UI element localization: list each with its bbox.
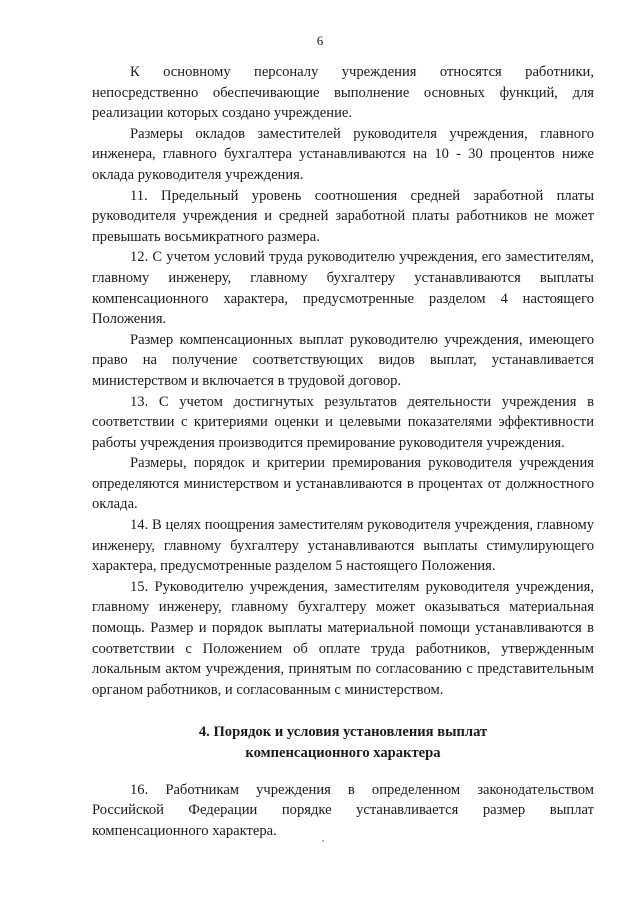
section-title-line: компенсационного характера bbox=[245, 745, 441, 761]
document-body bbox=[92, 62, 594, 841]
paragraph: К основному персоналу учреждения относятся работники, непосредственно обеспечивающие выполнение основных функций, для реализации которых создано учреждение. bbox=[92, 64, 594, 122]
paragraph: Размер компенсационных выплат руководителю учреждения, имеющего право на получение соответствующих видов выплат, устанавливается министерством и включается в трудовой договор. bbox=[92, 331, 594, 389]
paragraph: 13. С учетом достигнутых результатов деятельности учреждения в соответствии с критериями оценки и целевыми показателями эффективности работы учреждения производится премирование руководителя учреждения. bbox=[92, 393, 594, 451]
paragraph: 11. Предельный уровень соотношения средней заработной платы руководителя учреждения и средней заработной платы работников не может превышать восьмикратного размера. bbox=[92, 187, 594, 245]
paragraph: Размеры окладов заместителей руководителя учреждения, главного инженера, главного бухгалтера устанавливаются на 10 - 30 процентов ниже оклада руководителя учреждения. bbox=[92, 125, 594, 183]
paragraph: 12. С учетом условий труда руководителю учреждения, его заместителям, главному инженеру, главному бухгалтеру устанавливаются выплаты компенсационного характера, предусмотренные разделом 4 настоящего Положения. bbox=[92, 249, 594, 328]
section-title-line: 4. Порядок и условия установления выплат bbox=[198, 724, 488, 741]
scan-speck bbox=[322, 840, 324, 842]
section-title bbox=[92, 722, 594, 763]
paragraph: 16. Работникам учреждения в определенном законодательством Российской Федерации порядке устанавливается размер выплат компенсационного характера. bbox=[92, 781, 594, 839]
paragraph: 15. Руководителю учреждения, заместителям руководителя учреждения, главному инженеру, главному бухгалтеру может оказываться материальная помощь. Размер и порядок выплаты материальной помощи устанавливаются в соответствии с Положением об оплате труда работников, утвержденным локальным актом учреждения, принятым по согласованию с представительным органом работников, и согласованным с министерством. bbox=[92, 578, 594, 698]
paragraph: Размеры, порядок и критерии премирования руководителя учреждения определяются министерством и устанавливаются в процентах от должностного оклада. bbox=[92, 455, 594, 513]
paragraph: 14. В целях поощрения заместителям руководителя учреждения, главному инженеру, главному бухгалтеру устанавливаются выплаты стимулирующего характера, предусмотренные разделом 5 настоящего Положения. bbox=[92, 517, 594, 575]
page-number: 6 bbox=[316, 33, 324, 48]
